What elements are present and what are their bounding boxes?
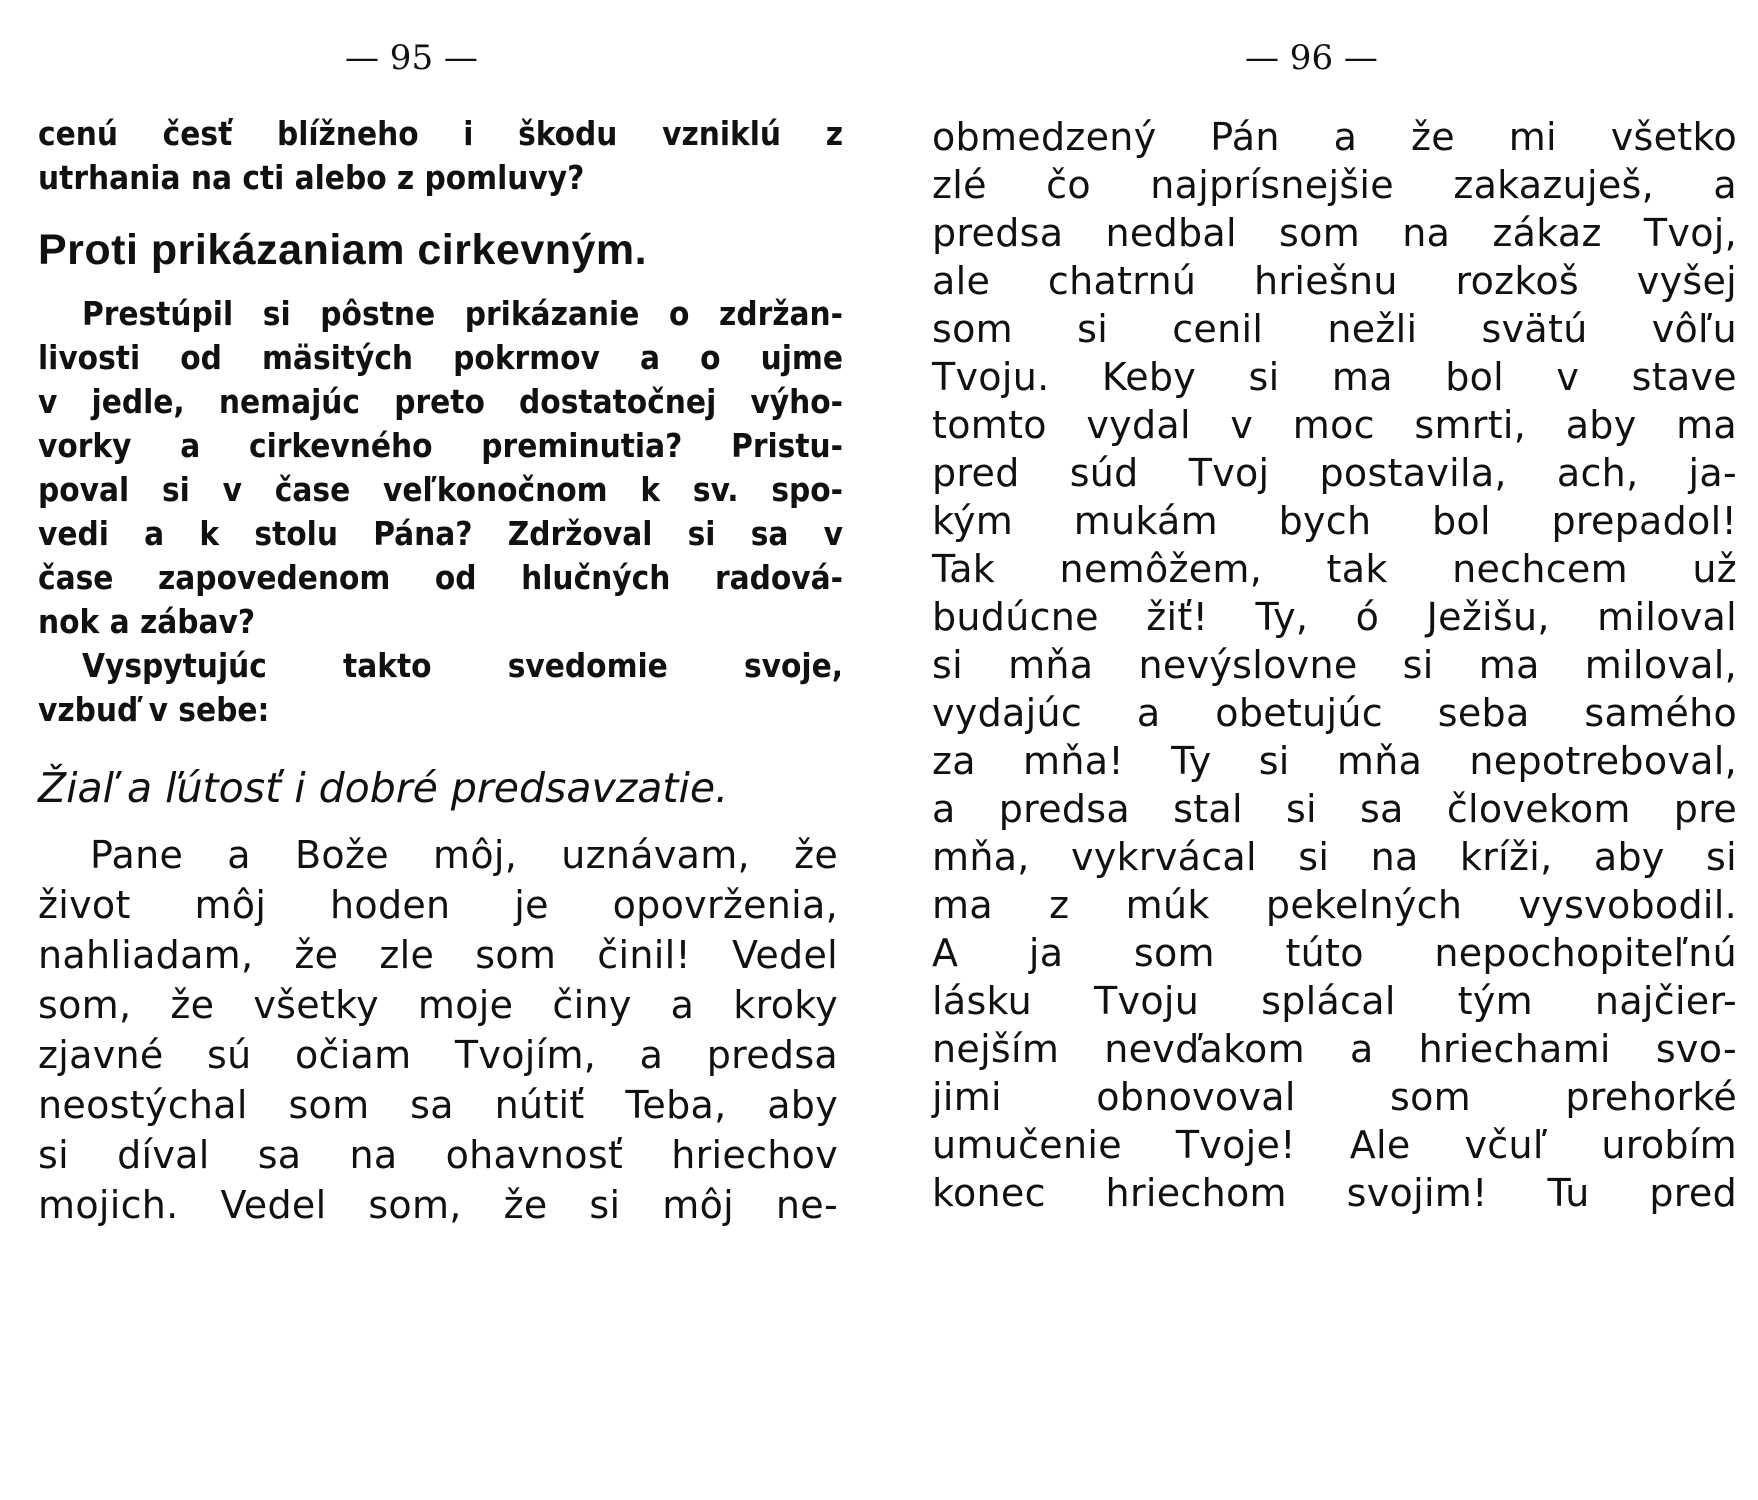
text-line: som si cenil nežli svätú vôľu — [932, 307, 1737, 351]
text-line: mojich. Vedel som, že si môj ne- — [38, 1183, 838, 1227]
right-page — [900, 0, 1758, 1500]
text-line: poval si v čase veľkonočnom k sv. spo- — [38, 470, 843, 509]
text-line: predsa nedbal som na zákaz Tvoj, — [932, 211, 1737, 255]
text-line: pred súd Tvoj postavila, ach, ja- — [932, 451, 1737, 495]
text-line: utrhania na cti alebo z pomluvy? — [38, 158, 585, 197]
text-line: Tak nemôžem, tak nechcem už — [932, 547, 1737, 591]
text-line: zjavné sú očiam Tvojím, a predsa — [38, 1033, 838, 1077]
text-line: za mňa! Ty si mňa nepotreboval, — [932, 739, 1737, 783]
text-line: mňa, vykrvácal si na kríži, aby si — [932, 835, 1737, 879]
text-line: ma z múk pekelných vysvobodil. — [932, 883, 1737, 927]
text-line: cenú česť blížneho i škodu vzniklú z — [38, 114, 843, 153]
text-line: konec hriechom svojim! Tu pred — [932, 1171, 1737, 1215]
text-line: Prestúpil si pôstne prikázanie o zdržan- — [82, 294, 843, 333]
text-line: zlé čo najprísnejšie zakazuješ, a — [932, 163, 1737, 207]
page-number-right: — 96 — — [1245, 38, 1378, 78]
text-line: vorky a cirkevného preminutia? Pristu- — [38, 426, 843, 465]
text-line: jimi obnovoval som prehorké — [932, 1075, 1737, 1119]
text-line: nejším nevďakom a hriechami svo- — [932, 1027, 1737, 1071]
text-line: si díval sa na ohavnosť hriechov — [38, 1133, 838, 1177]
text-line: obmedzený Pán a že mi všetko — [932, 115, 1737, 159]
text-line: livosti od mäsitých pokrmov a o ujme — [38, 338, 843, 377]
left-page — [0, 0, 860, 1500]
text-line: umučenie Tvoje! Ale včuľ urobím — [932, 1123, 1737, 1167]
text-line: vzbuď v sebe: — [38, 690, 270, 729]
section-heading-italic: Žiaľ a ľútosť i dobré predsavzatie. — [38, 764, 729, 812]
text-line: Tvoju. Keby si ma bol v stave — [932, 355, 1737, 399]
text-line: som, že všetky moje činy a kroky — [38, 983, 838, 1027]
text-line: si mňa nevýslovne si ma miloval, — [932, 643, 1737, 687]
text-line: nok a zábav? — [38, 602, 256, 641]
text-line: čase zapovedenom od hlučných radová- — [38, 558, 843, 597]
text-line: A ja som túto nepochopiteľnú — [932, 931, 1737, 975]
text-line: a predsa stal si sa človekom pre — [932, 787, 1737, 831]
text-line: vydajúc a obetujúc seba samého — [932, 691, 1737, 735]
text-line: neostýchal som sa nútiť Teba, aby — [38, 1083, 838, 1127]
page-number-left: — 95 — — [345, 38, 478, 78]
text-line: život môj hoden je opovrženia, — [38, 883, 838, 927]
section-heading: Proti prikázaniam cirkevným. — [38, 226, 648, 274]
text-line: ale chatrnú hriešnu rozkoš vyšej — [932, 259, 1737, 303]
text-line: Pane a Bože môj, uznávam, že — [90, 833, 838, 877]
text-line: v jedle, nemajúc preto dostatočnej výho- — [38, 382, 843, 421]
text-line: Vyspytujúc takto svedomie svoje, — [82, 646, 843, 685]
text-line: nahliadam, že zle som činil! Vedel — [38, 933, 838, 977]
text-line: vedi a k stolu Pána? Zdržoval si sa v — [38, 514, 843, 553]
text-line: lásku Tvoju splácal tým najčier- — [932, 979, 1737, 1023]
text-line: tomto vydal v moc smrti, aby ma — [932, 403, 1737, 447]
text-line: kým mukám bych bol prepadol! — [932, 499, 1737, 543]
text-line: budúcne žiť! Ty, ó Ježišu, miloval — [932, 595, 1737, 639]
